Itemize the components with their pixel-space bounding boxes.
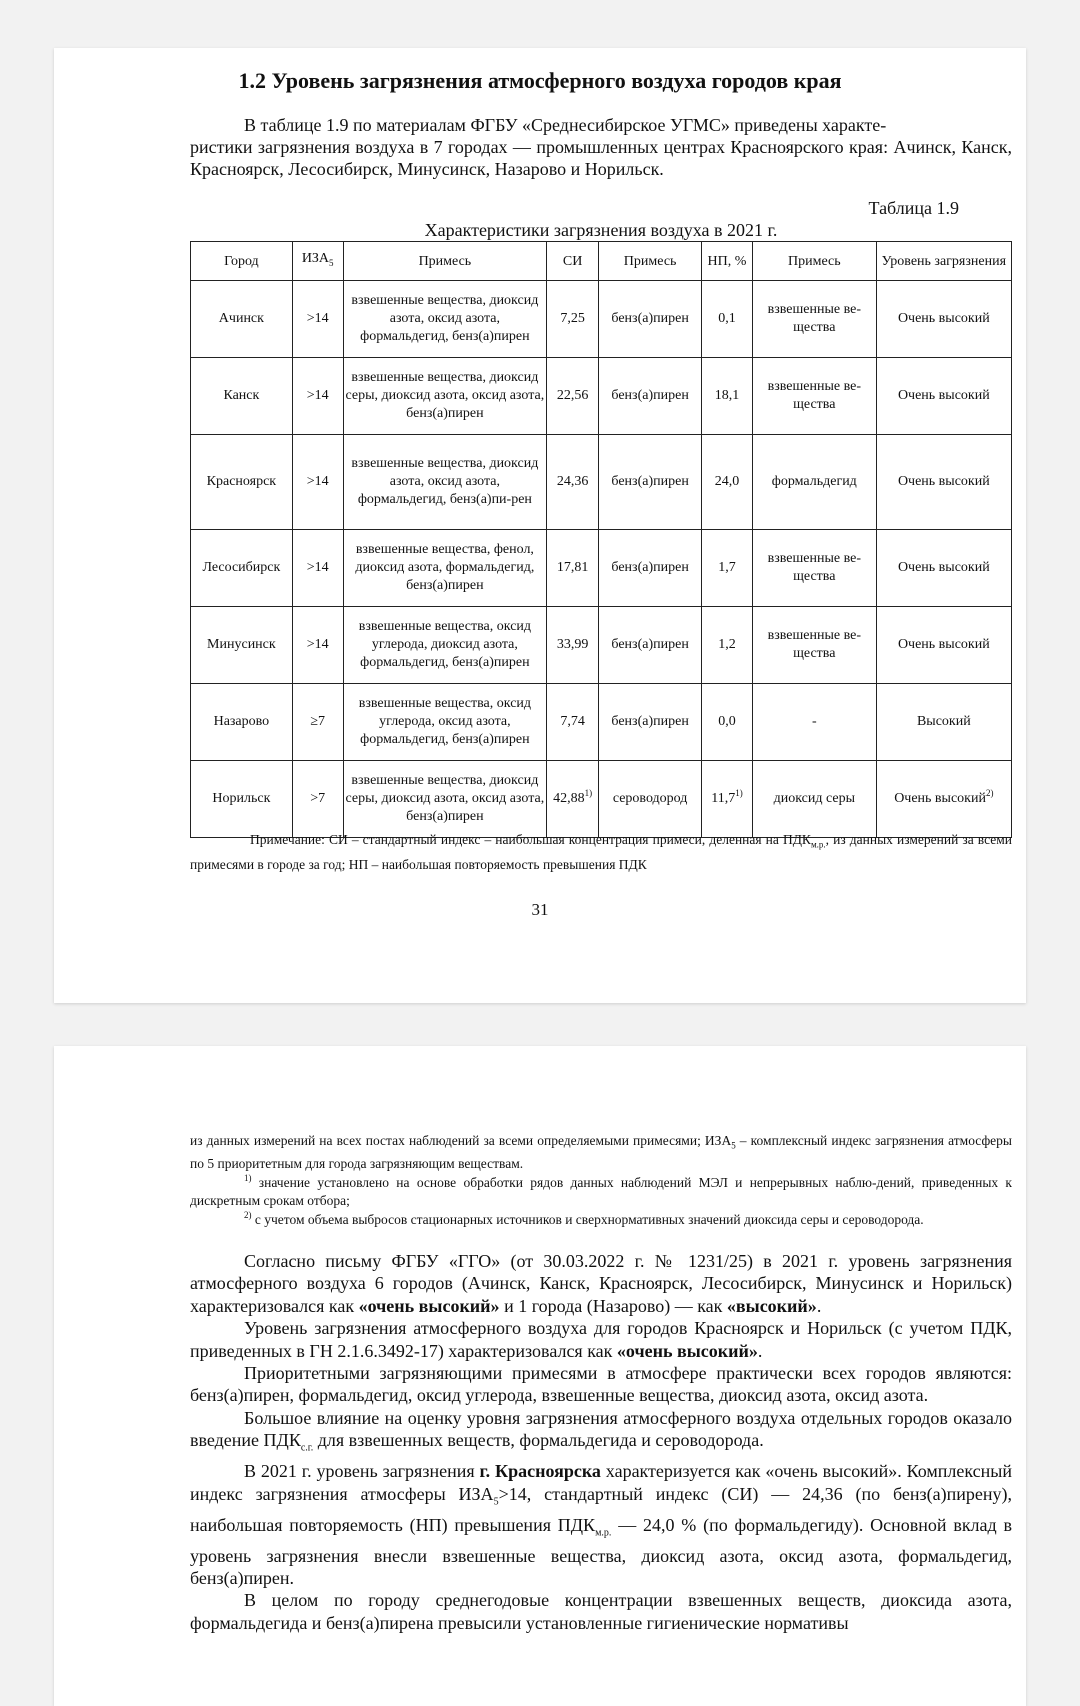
- city-cell: Минусинск: [191, 607, 293, 684]
- si-cell: 7,74: [547, 684, 599, 761]
- header-iza: $ИЗА_5$: [292, 242, 343, 281]
- body-text: [190, 1250, 1012, 1634]
- si-impurity-cell: бенз(а)пирен: [599, 607, 702, 684]
- header-si-impurity: Примесь: [599, 242, 702, 281]
- header-impurity: Примесь: [343, 242, 547, 281]
- si-cell: 22,56: [547, 358, 599, 435]
- table-note: Примечание: СИ – стандартный индекс – наибольшая концентрация примеси, деленная на $ПДК_{м.р.}$, из данных измерений за всеми примесями в городе за год; НП – наибольшая повторяемость превышения ПДК: [190, 832, 1012, 872]
- np-cell: 24,0: [702, 435, 753, 530]
- city-cell: Норильск: [191, 761, 293, 838]
- si-cell: 42,88$^{1)}$: [547, 761, 599, 838]
- page-number: 31: [531, 900, 549, 919]
- impurity-cell: взвешенные вещества, диоксид азота, оксид азота, формальдегид, бенз(а)пи-рен: [343, 435, 547, 530]
- impurity-cell: взвешенные вещества, оксид углерода, оксид азота, формальдегид, бенз(а)пирен: [343, 684, 547, 761]
- city-cell: Ачинск: [191, 281, 293, 358]
- iza-cell: >14: [292, 281, 343, 358]
- paragraph-2: Уровень загрязнения атмосферного воздуха для городов Красноярск и Норильск (с учетом ПДК, приведенных в ГН 2.1.6.3492-17) характеризовался как «очень высокий».: [190, 1318, 1012, 1361]
- paragraph-4: Большое влияние на оценку уровня загрязнения атмосферного воздуха отдельных городов оказало введение $ПДК_{с.г.}$ для взвешенных веществ, формальдегида и сероводорода.: [190, 1407, 1012, 1454]
- np-cell: 1,7: [702, 530, 753, 607]
- si-impurity-cell: бенз(а)пирен: [599, 684, 702, 761]
- impurity-cell: взвешенные вещества, диоксид азота, оксид азота, формальдегид, бенз(а)пирен: [343, 281, 547, 358]
- si-cell: 33,99: [547, 607, 599, 684]
- header-si: СИ: [547, 242, 599, 281]
- table-row: [191, 684, 1012, 761]
- np-impurity-cell: взвешенные ве-щества: [752, 281, 876, 358]
- level-cell: Очень высокий: [876, 358, 1011, 435]
- iza-cell: >14: [292, 358, 343, 435]
- level-cell: Очень высокий: [876, 607, 1011, 684]
- header-city: Город: [191, 242, 293, 281]
- level-cell: Высокий: [876, 684, 1011, 761]
- pollution-table: [190, 241, 1012, 838]
- np-impurity-cell: взвешенные ве-щества: [752, 607, 876, 684]
- np-impurity-cell: диоксид серы: [752, 761, 876, 838]
- np-cell: 0,1: [702, 281, 753, 358]
- table-row: [191, 358, 1012, 435]
- header-np: НП, %: [702, 242, 753, 281]
- np-impurity-cell: взвешенные ве-щества: [752, 358, 876, 435]
- paragraph-5: В 2021 г. уровень загрязнения г. Красноярска характеризуется как «очень высокий». Комплексный индекс загрязнения атмосферы $ИЗА_5>14$, стандартный индекс (СИ) — 24,36 (по бенз(а)пирену), наибольшая повторяемость (НП) превышения $ПДК_{м.р.}$ — 24,0 % (по формальдегиду). Основной вклад в уровень загрязнения внесли взвешенные вещества, диоксид азота, оксид азота, формальдегид, бенз(а)пирен.: [190, 1461, 1013, 1589]
- note-continuation: из данных измерений на всех постах наблюдений за всеми определяемыми примесями; $ИЗА_5$ – комплексный индекс загрязнения атмосферы по 5 приоритетным для города загрязняющим веществам.: [190, 1133, 1012, 1172]
- city-cell: Красноярск: [191, 435, 293, 530]
- np-cell: 18,1: [702, 358, 753, 435]
- paragraph-3: Приоритетными загрязняющими примесями в атмосфере практически всех городов являются: бенз(а)пирен, формальдегид, оксид углерода, взвешенные вещества, диоксид азота, оксид азота.: [190, 1363, 1012, 1406]
- impurity-cell: взвешенные вещества, оксид углерода, диоксид азота, формальдегид, бенз(а)пирен: [343, 607, 547, 684]
- level-cell: Очень высокий$^{2)}$: [876, 761, 1011, 838]
- si-cell: 7,25: [547, 281, 599, 358]
- intro-paragraph: [190, 114, 1012, 180]
- np-cell: 1,2: [702, 607, 753, 684]
- table-note-continuation: [190, 1132, 1012, 1229]
- si-impurity-cell: бенз(а)пирен: [599, 435, 702, 530]
- iza-cell: >7: [292, 761, 343, 838]
- si-cell: 24,36: [547, 435, 599, 530]
- level-cell: Очень высокий: [876, 435, 1011, 530]
- header-np-impurity: Примесь: [752, 242, 876, 281]
- si-impurity-cell: бенз(а)пирен: [599, 530, 702, 607]
- table-caption: Характеристики загрязнения воздуха в 2021 г.: [424, 220, 778, 240]
- header-level: Уровень загрязнения: [876, 242, 1011, 281]
- footnote-1: $^{1)}$ значение установлено на основе обработки рядов данных наблюдений МЭЛ и непрерывных наблю-дений, приведенных к дискретным срокам отбора;: [190, 1172, 1012, 1209]
- np-impurity-cell: формальдегид: [752, 435, 876, 530]
- table-row: [191, 530, 1012, 607]
- np-impurity-cell: -: [752, 684, 876, 761]
- impurity-cell: взвешенные вещества, диоксид серы, диоксид азота, оксид азота, бенз(а)пирен: [343, 761, 547, 838]
- si-cell: 17,81: [547, 530, 599, 607]
- iza-cell: ≥7: [292, 684, 343, 761]
- table-row: [191, 607, 1012, 684]
- city-cell: Канск: [191, 358, 293, 435]
- table-number: Таблица 1.9: [868, 198, 959, 218]
- city-cell: Лесосибирск: [191, 530, 293, 607]
- si-impurity-cell: сероводород: [599, 761, 702, 838]
- intro-line-1: В таблице 1.9 по материалам ФГБУ «Среднесибирское УГМС» приведены характе-: [244, 115, 887, 135]
- si-impurity-cell: бенз(а)пирен: [599, 358, 702, 435]
- table-row: [191, 281, 1012, 358]
- city-cell: Назарово: [191, 684, 293, 761]
- level-cell: Очень высокий: [876, 281, 1011, 358]
- iza-cell: >14: [292, 607, 343, 684]
- paragraph-1: Согласно письму ФГБУ «ГГО» (от 30.03.2022 г. № 1231/25) в 2021 г. уровень загрязнения атмосферного воздуха 6 городов (Ачинск, Канск, Красноярск, Лесосибирск, Минусинск и Норильск) характеризовался как «очень высокий» и 1 города (Назарово) — как «высокий».: [190, 1251, 1012, 1316]
- intro-rest: ристики загрязнения воздуха в 7 городах — промышленных центрах Красноярского края: Ачинск, Канск, Красноярск, Лесосибирск, Минусинск, Назарово и Норильск.: [190, 137, 1012, 179]
- paragraph-6: В целом по городу среднегодовые концентрации взвешенных веществ, диоксида азота, формальдегида и бенз(а)пирена превысили установленные гигиенические нормативы: [190, 1590, 1012, 1633]
- table-header-row: [191, 242, 1012, 281]
- iza-cell: >14: [292, 530, 343, 607]
- np-cell: 0,0: [702, 684, 753, 761]
- document-page-2: [54, 1046, 1026, 1706]
- level-cell: Очень высокий: [876, 530, 1011, 607]
- document-page-1: [54, 48, 1026, 1003]
- impurity-cell: взвешенные вещества, диоксид серы, диоксид азота, оксид азота, бенз(а)пирен: [343, 358, 547, 435]
- iza-cell: >14: [292, 435, 343, 530]
- np-impurity-cell: взвешенные ве-щества: [752, 530, 876, 607]
- impurity-cell: взвешенные вещества, фенол, диоксид азота, формальдегид, бенз(а)пирен: [343, 530, 547, 607]
- footnote-2: $^{2)}$ с учетом объема выбросов стационарных источников и сверхнормативных значений диоксида серы и сероводорода.: [244, 1209, 924, 1227]
- table-row: [191, 435, 1012, 530]
- section-heading: 1.2 Уровень загрязнения атмосферного воздуха городов края: [238, 68, 842, 93]
- np-cell: 11,7$^{1)}$: [702, 761, 753, 838]
- si-impurity-cell: бенз(а)пирен: [599, 281, 702, 358]
- table-row: [191, 761, 1012, 838]
